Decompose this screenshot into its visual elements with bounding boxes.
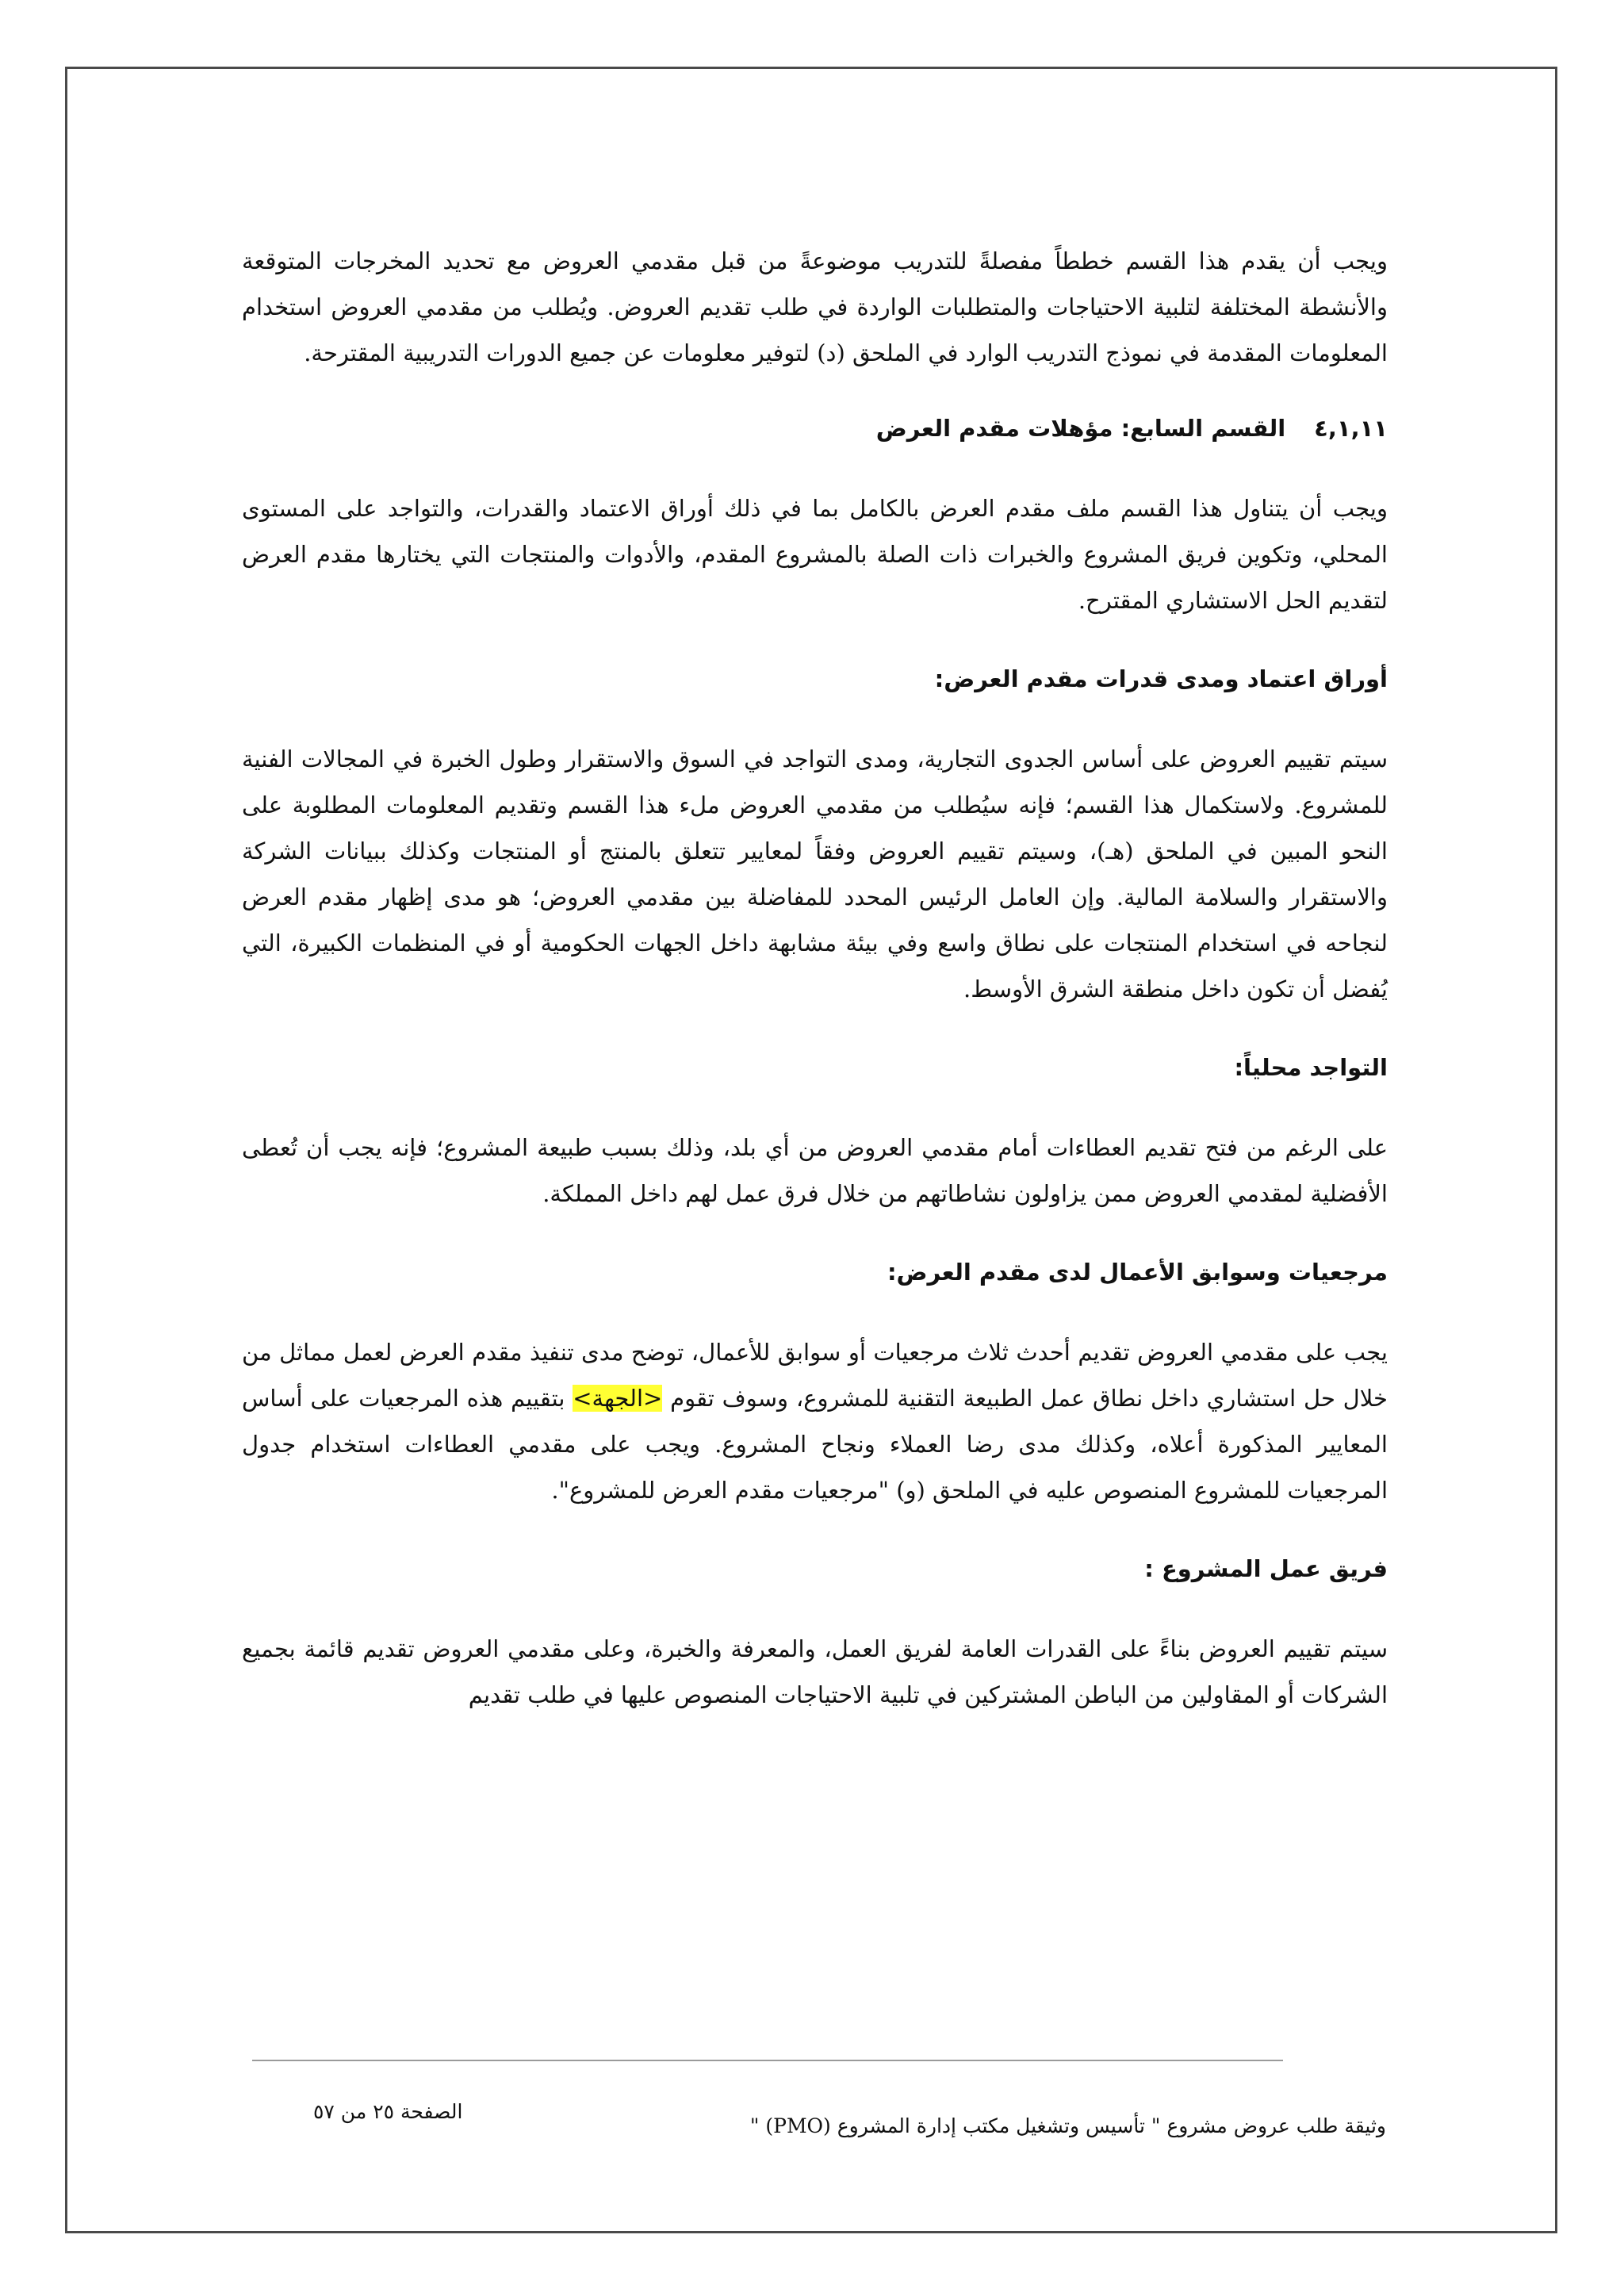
footer-page-number: الصفحة ٢٥ من ٥٧ [313,2100,463,2123]
heading-credentials: أوراق اعتماد ومدى قدرات مقدم العرض: [934,665,1388,692]
document-body [242,238,1388,1718]
heading-local-presence: التواجد محلياً: [1234,1054,1388,1081]
section-number: ٤,١,١١ [1314,415,1388,442]
footer-divider [252,2060,1283,2061]
paragraph-credentials: سيتم تقييم العروض على أساس الجدوى التجارية، ومدى التواجد في السوق والاستقرار وطول الخبرة في المجالات الفنية للمشروع. ولاستكمال هذا القسم؛ فإنه سيُطلب من مقدمي العروض ملء هذا القسم وتقديم المعلومات المطلوبة على النحو المبين في الملحق (هـ)، وسيتم تقييم العروض وفقاً لمعايير تتعلق بالمنتج أو المنتجات وكذلك ببيانات الشركة والاستقرار والسلامة المالية. وإن العامل الرئيس المحدد للمفاضلة بين مقدمي العروض؛ هو مدى إظهار مقدم العرض لنجاحه في استخدام المنتجات على نطاق واسع وفي بيئة مشابهة داخل الجهات الحكومية أو في المنظمات الكبيرة، التي يُفضل أن تكون داخل منطقة الشرق الأوسط. [242,746,1388,1002]
heading-project-team: فريق عمل المشروع : [1144,1555,1388,1582]
paragraph-references [242,1329,1388,1513]
section-title: القسم السابع: مؤهلات مقدم العرض [875,415,1286,442]
heading-references: مرجعيات وسوابق الأعمال لدى مقدم العرض: [887,1259,1388,1286]
references-text-end: بتقييم هذه المرجعيات على أساس المعايير المذكورة أعلاه، وكذلك مدى رضا العملاء ونجاح المشروع. ويجب على مقدمي العطاءات استخدام جدول المرجعيات للمشروع المنصوص عليه في الملحق (و) "مرجعيات مقدم العرض للمشروع". [242,1385,1388,1504]
section-heading [242,412,1388,444]
paragraph-local-presence: على الرغم من فتح تقديم العطاءات أمام مقدمي العروض من أي بلد، وذلك بسبب طبيعة المشروع؛ فإنه يجب أن تُعطى الأفضلية لمقدمي العروض ممن يزاولون نشاطاتهم من خلال فرق عمل لهم داخل المملكة. [242,1134,1388,1207]
paragraph-training-plans: ويجب أن يقدم هذا القسم خططاً مفصلةً للتدريب موضوعةً من قبل مقدمي العروض مع تحديد المخرجات المتوقعة والأنشطة المختلفة لتلبية الاحتياجات والمتطلبات الواردة في طلب تقديم العروض. ويُطلب من مقدمي العروض استخدام المعلومات المقدمة في نموذج التدريب الوارد في الملحق (د) لتوفير معلومات عن جميع الدورات التدريبية المقترحة. [242,247,1388,366]
references-text-start: يجب على مقدمي العروض تقديم أحدث ثلاث مرجعيات أو سوابق للأعمال، توضح مدى تنفيذ مقدم العرض لعمل مماثل من خلال حل استشاري داخل نطاق عمل الطبيعة التقنية للمشروع، وسوف تقوم [242,1339,1388,1412]
footer-document-title: وثيقة طلب عروض مشروع " تأسيس وتشغيل مكتب إدارة المشروع (PMO) " [749,2114,1386,2137]
entity-placeholder-highlight: <الجهة> [573,1385,663,1412]
paragraph-project-team: سيتم تقييم العروض بناءً على القدرات العامة لفريق العمل، والمعرفة والخبرة، وعلى مقدمي العروض تقديم قائمة بجميع الشركات أو المقاولين من الباطن المشتركين في تلبية الاحتياجات المنصوص عليها في طلب تقديم [242,1635,1388,1708]
paragraph-bidder-profile: ويجب أن يتناول هذا القسم ملف مقدم العرض بالكامل بما في ذلك أوراق الاعتماد والقدرات، والتواجد على المستوى المحلي، وتكوين فريق المشروع والخبرات ذات الصلة بالمشروع المقدم، والأدوات والمنتجات التي يختارها مقدم العرض لتقديم الحل الاستشاري المقترح. [242,495,1388,614]
